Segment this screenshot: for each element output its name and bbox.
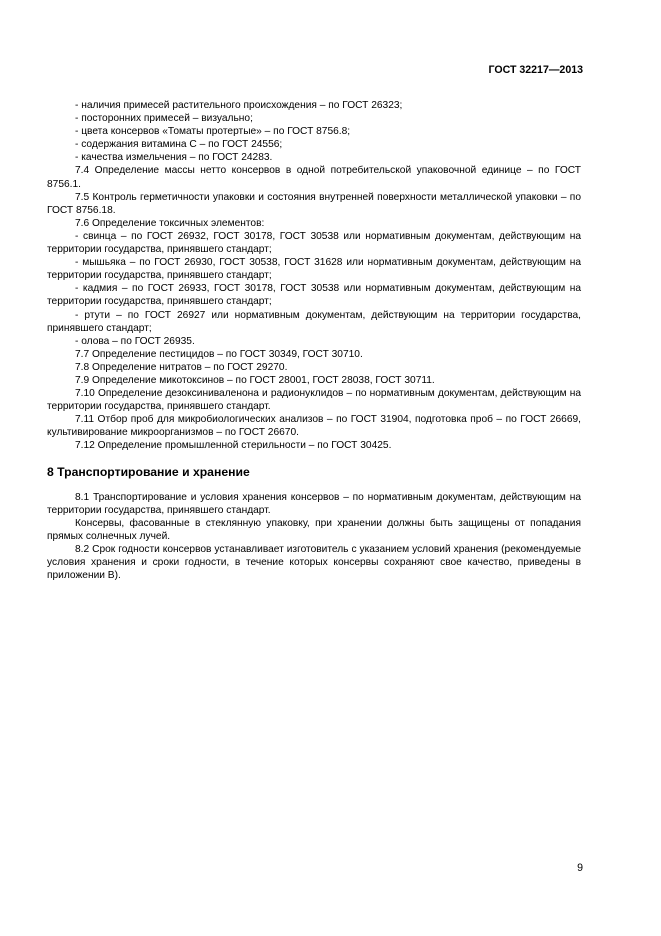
section-7-continuation: [47, 99, 581, 453]
clause-7-5: [47, 191, 581, 217]
paragraph-text: 7.12 Определение промышленной стерильности – по ГОСТ 30425.: [75, 440, 392, 452]
clause-7-4: [47, 164, 581, 190]
paragraph-text: 7.5 Контроль герметичности упаковки и состояния внутренней поверхности металлической упаковки – по ГОСТ 8756.18.: [47, 191, 581, 216]
clause-8-1-glass: [47, 517, 581, 543]
paragraph-text: 7.4 Определение массы нетто консервов в одной потребительской упаковочной единице – по ГОСТ 8756.1.: [47, 165, 581, 190]
clause-8-1: [47, 491, 581, 517]
paragraph-text: 7.9 Определение микотоксинов – по ГОСТ 28001, ГОСТ 28038, ГОСТ 30711.: [75, 374, 435, 386]
list-item-tin: [47, 335, 581, 348]
list-item-mercury: [47, 309, 581, 335]
section-8-heading: 8 Транспортирование и хранение: [47, 464, 250, 479]
paragraph-text: 7.7 Определение пестицидов – по ГОСТ 30349, ГОСТ 30710.: [75, 348, 363, 360]
list-item-arsenic: [47, 256, 581, 282]
list-item-grinding: [47, 151, 581, 164]
clause-7-9: [47, 374, 581, 387]
paragraph-text: 7.8 Определение нитратов – по ГОСТ 29270.: [75, 361, 288, 373]
paragraph-text: 8.2 Срок годности консервов устанавливает изготовитель с указанием условий хранения (рекомендуемые условия хранения и сроки годности, в течение которых консервы сохраняют свое качество, приведены в приложении В).: [47, 543, 581, 582]
paragraph-text: 8.1 Транспортирование и условия хранения консервов – по нормативным документам, действующим на территории государства, принявшего стандарт.: [47, 491, 581, 516]
paragraph-text: 7.11 Отбор проб для микробиологических анализов – по ГОСТ 31904, подготовка проб – по ГОСТ 26669, культивирование микроорганизмов – по ГОСТ 26670.: [47, 414, 581, 439]
clause-7-8: [47, 361, 581, 374]
section-8: [47, 491, 581, 583]
list-item-cadmium: [47, 282, 581, 308]
paragraph-text: 7.10 Определение дезоксиниваленона и радионуклидов – по нормативным документам, действующим на территории государства, принявшего стандарт.: [47, 388, 581, 413]
page-number: 9: [577, 862, 583, 874]
paragraph-text: - олова – по ГОСТ 26935.: [75, 335, 195, 347]
list-item-plant-impurities: [47, 99, 581, 112]
paragraph-text: - свинца – по ГОСТ 26932, ГОСТ 30178, ГОСТ 30538 или нормативным документам, действующим на территории государства, принявшего стандарт;: [47, 230, 581, 256]
paragraph-text: Консервы, фасованные в стеклянную упаковку, при хранении должны быть защищены от попадания прямых солнечных лучей.: [47, 517, 581, 542]
document-body: [47, 99, 581, 582]
clause-7-11: [47, 413, 581, 439]
paragraph-text: 7.6 Определение токсичных элементов:: [75, 217, 265, 229]
clause-7-12: [47, 439, 581, 452]
paragraph-text: - кадмия – по ГОСТ 26933, ГОСТ 30178, ГОСТ 30538 или нормативным документам, действующим на территории государства, принявшего стандарт;: [47, 283, 581, 308]
clause-7-6: [47, 217, 581, 230]
clause-7-10: [47, 387, 581, 413]
clause-7-7: [47, 348, 581, 361]
document-code: ГОСТ 32217—2013: [488, 64, 583, 76]
paragraph-text: - содержания витамина С – по ГОСТ 24556;: [75, 139, 283, 151]
list-item-vitamin-c: [47, 138, 581, 151]
list-item-foreign-impurities: [47, 112, 581, 125]
paragraph-text: - ртути – по ГОСТ 26927 или нормативным документам, действующим на территории государства, принявшего стандарт;: [47, 309, 581, 334]
paragraph-text: - цвета консервов «Томаты протертые» – по ГОСТ 8756.8;: [75, 126, 351, 138]
clause-8-2: [47, 543, 581, 582]
list-item-lead: [47, 230, 581, 256]
paragraph-text: - качества измельчения – по ГОСТ 24283.: [75, 152, 273, 164]
paragraph-text: - мышьяка – по ГОСТ 26930, ГОСТ 30538, ГОСТ 31628 или нормативным документам, действующим на территории государства, принявшего стандарт;: [47, 257, 581, 282]
list-item-color: [47, 125, 581, 138]
paragraph-text: - посторонних примесей – визуально;: [75, 113, 253, 125]
paragraph-text: - наличия примесей растительного происхождения – по ГОСТ 26323;: [75, 100, 403, 111]
